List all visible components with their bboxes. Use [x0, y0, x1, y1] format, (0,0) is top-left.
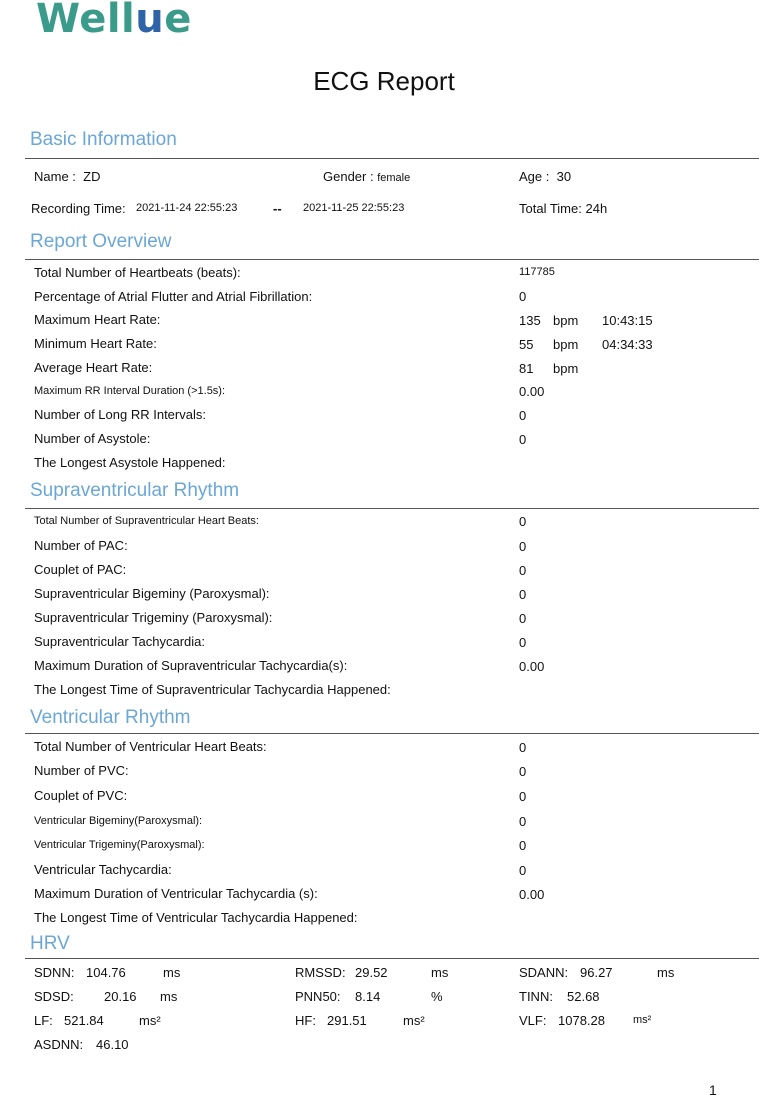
page-title: ECG Report [313, 66, 455, 96]
overview-label: The Longest Asystole Happened: [34, 455, 226, 470]
ventricular-value: 0.00 [519, 887, 545, 902]
name-field: Name : ZD [34, 169, 101, 184]
pnn50-value: 8.14 [355, 989, 381, 1004]
tinn-label: TINN: [519, 989, 553, 1004]
pnn50-label: PNN50: [295, 989, 341, 1004]
recording-separator: -- [273, 201, 282, 216]
wellue-logo: Wellue [36, 0, 192, 42]
ventricular-value: 0 [519, 764, 527, 779]
sdann-unit: ms [657, 965, 675, 980]
section-divider [25, 259, 759, 260]
rmssd-label: RMSSD: [295, 965, 346, 980]
ventricular-label: Ventricular Bigeminy(Paroxysmal): [34, 815, 203, 827]
sdsd-label: SDSD: [34, 989, 74, 1004]
ventricular-value: 0 [519, 863, 527, 878]
sdsd-unit: ms [160, 989, 178, 1004]
overview-label: Average Heart Rate: [34, 360, 153, 375]
supra-value: 0 [519, 635, 527, 650]
section-heading-overview: Report Overview [30, 231, 172, 252]
supra-label: Maximum Duration of Supraventricular Tachycardia(s): [34, 658, 348, 673]
overview-label: Maximum RR Interval Duration (>1.5s): [34, 385, 226, 397]
supra-value: 0 [519, 563, 527, 578]
page-number: 1 [709, 1082, 717, 1098]
pnn50-unit: % [431, 989, 443, 1004]
overview-label: Percentage of Atrial Flutter and Atrial Fibrillation: [34, 289, 313, 304]
supra-value: 0 [519, 611, 527, 626]
supra-label: Supraventricular Bigeminy (Paroxysmal): [34, 586, 270, 601]
sdnn-unit: ms [163, 965, 181, 980]
vlf-unit: ms² [633, 1014, 652, 1026]
asdnn-value: 46.10 [96, 1037, 129, 1052]
section-divider [25, 158, 759, 159]
overview-unit: bpm [553, 337, 579, 352]
vlf-label: VLF: [519, 1013, 547, 1028]
ventricular-label: Ventricular Trigeminy(Paroxysmal): [34, 839, 205, 851]
supra-label: The Longest Time of Supraventricular Tachycardia Happened: [34, 682, 391, 697]
overview-value: 117785 [519, 266, 555, 278]
supra-value: 0 [519, 514, 527, 529]
overview-value: 135 [519, 313, 541, 328]
ventricular-value: 0 [519, 814, 527, 829]
ventricular-label: Couplet of PVC: [34, 788, 128, 803]
sdnn-label: SDNN: [34, 965, 75, 980]
ventricular-label: The Longest Time of Ventricular Tachycardia Happened: [34, 910, 358, 925]
ventricular-label: Ventricular Tachycardia: [34, 862, 172, 877]
asdnn-label: ASDNN: [34, 1037, 84, 1052]
overview-label: Number of Long RR Intervals: [34, 407, 206, 422]
overview-value: 81 [519, 361, 534, 376]
section-divider [25, 508, 759, 509]
recording-time-label: Recording Time: [31, 201, 126, 216]
sdsd-value: 20.16 [104, 989, 137, 1004]
section-divider [25, 733, 759, 734]
overview-label: Number of Asystole: [34, 431, 151, 446]
lf-value: 521.84 [64, 1013, 104, 1028]
section-heading-hrv: HRV [30, 933, 70, 954]
hf-value: 291.51 [327, 1013, 367, 1028]
ventricular-label: Maximum Duration of Ventricular Tachycardia (s): [34, 886, 318, 901]
overview-value: 0 [519, 289, 527, 304]
section-heading-basic: Basic Information [30, 129, 177, 150]
lf-unit: ms² [139, 1013, 161, 1028]
supra-label: Supraventricular Tachycardia: [34, 634, 206, 649]
section-divider [25, 958, 759, 959]
overview-unit: bpm [553, 361, 579, 376]
supra-value: 0.00 [519, 659, 545, 674]
tinn-value: 52.68 [567, 989, 600, 1004]
sdann-value: 96.27 [580, 965, 613, 980]
sdnn-value: 104.76 [86, 965, 126, 980]
overview-label: Maximum Heart Rate: [34, 312, 161, 327]
lf-label: LF: [34, 1013, 53, 1028]
overview-value: 0 [519, 408, 527, 423]
rmssd-unit: ms [431, 965, 449, 980]
overview-time: 04:34:33 [602, 337, 653, 352]
gender-field: Gender : female [323, 169, 411, 184]
overview-label: Minimum Heart Rate: [34, 336, 157, 351]
ventricular-value: 0 [519, 740, 527, 755]
hf-unit: ms² [403, 1013, 425, 1028]
section-heading-ventricular: Ventricular Rhythm [30, 707, 191, 728]
supra-label: Number of PAC: [34, 538, 128, 553]
overview-value: 55 [519, 337, 534, 352]
section-heading-supraventricular: Supraventricular Rhythm [30, 480, 240, 501]
ventricular-value: 0 [519, 789, 527, 804]
age-field: Age : 30 [519, 169, 572, 184]
ventricular-label: Total Number of Ventricular Heart Beats: [34, 739, 267, 754]
overview-value: 0 [519, 432, 527, 447]
overview-unit: bpm [553, 313, 579, 328]
supra-label: Supraventricular Trigeminy (Paroxysmal): [34, 610, 273, 625]
ventricular-value: 0 [519, 838, 527, 853]
supra-value: 0 [519, 539, 527, 554]
rmssd-value: 29.52 [355, 965, 388, 980]
overview-time: 10:43:15 [602, 313, 653, 328]
overview-value: 0.00 [519, 384, 545, 399]
vlf-value: 1078.28 [558, 1013, 605, 1028]
ventricular-label: Number of PVC: [34, 763, 129, 778]
supra-value: 0 [519, 587, 527, 602]
supra-label: Couplet of PAC: [34, 562, 127, 577]
recording-start: 2021-11-24 22:55:23 [136, 202, 238, 214]
supra-label: Total Number of Supraventricular Heart Beats: [34, 515, 259, 527]
hf-label: HF: [295, 1013, 316, 1028]
overview-label: Total Number of Heartbeats (beats): [34, 265, 241, 280]
total-time-field: Total Time: 24h [519, 201, 608, 216]
sdann-label: SDANN: [519, 965, 569, 980]
recording-end: 2021-11-25 22:55:23 [303, 202, 405, 214]
